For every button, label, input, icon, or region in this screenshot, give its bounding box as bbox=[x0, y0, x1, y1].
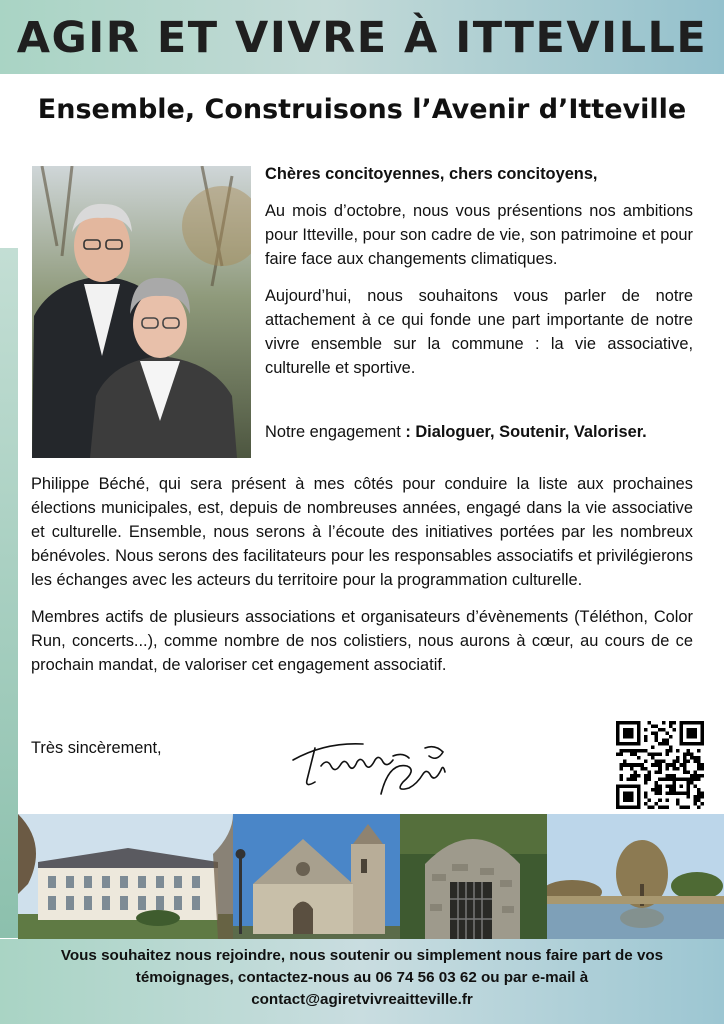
engagement-values: : Dialoguer, Soutenir, Valoriser. bbox=[400, 423, 647, 441]
page-title: AGIR ET VIVRE À ITTEVILLE bbox=[16, 13, 708, 63]
stone-well-photo bbox=[400, 814, 547, 939]
letter-paragraph-2: Aujourd’hui, nous souhaitons vous parler de notre attachement à ce qui fonde une part importante de notre vivre ensemble sur la commune : la vie associative, culturelle et sportive. bbox=[265, 287, 693, 377]
letter-paragraph-5: Membres actifs de plusieurs associations et organisateurs d’évènements (Téléthon, Color Run, concerts...), comme nombre de nos colistiers, nous aurons à cœur, au cours de ce prochain mandat, de valoriser cet engagement associatif. bbox=[31, 608, 693, 674]
letter-closing: Très sincèrement, bbox=[31, 739, 162, 757]
engagement-prefix: Notre engagement bbox=[265, 423, 401, 441]
letter-paragraph-4: Philippe Béché, qui sera présent à mes côtés pour conduire la liste aux prochaines élections municipales, est, depuis de nombreuses années, engagé dans la vie associative et culturelle. Ensemble, nous serons à l’écoute des initiatives portées par les nombreux bénévoles. Nous serons des facilitateurs pour les responsables associatifs et privilégierons les échanges avec les acteurs du territoire pour la programmation culturelle. bbox=[31, 475, 693, 589]
engagement-line bbox=[265, 420, 693, 444]
letter-body bbox=[31, 472, 693, 690]
page-subtitle: Ensemble, Construisons l’Avenir d’Itteville bbox=[37, 94, 687, 125]
letter-intro-column bbox=[265, 162, 693, 393]
letter-paragraph-1: Au mois d’octobre, nous vous présentions nos ambitions pour Itteville, pour son cadre de vie, son patrimoine et pour faire face aux changements climatiques. bbox=[265, 202, 693, 268]
pond-landscape-photo bbox=[547, 814, 724, 939]
footer-email[interactable]: contact@agiretvivreaitteville.fr bbox=[251, 991, 473, 1008]
letter-greeting: Chères concitoyennes, chers concitoyens, bbox=[265, 165, 598, 183]
photo-strip bbox=[18, 814, 724, 939]
manor-house-photo bbox=[18, 814, 233, 939]
church-photo bbox=[233, 814, 400, 939]
qr-code[interactable] bbox=[616, 721, 704, 809]
footer-line-2: témoignages, contactez-nous au 06 74 56 03 62 ou par e-mail à bbox=[135, 969, 589, 986]
footer-line-1: Vous souhaitez nous rejoindre, nous soutenir ou simplement nous faire part de vos bbox=[60, 947, 664, 964]
side-accent-bar bbox=[0, 248, 18, 938]
contact-footer bbox=[10, 945, 714, 1011]
portrait-photo bbox=[32, 166, 251, 458]
signature bbox=[285, 722, 455, 802]
